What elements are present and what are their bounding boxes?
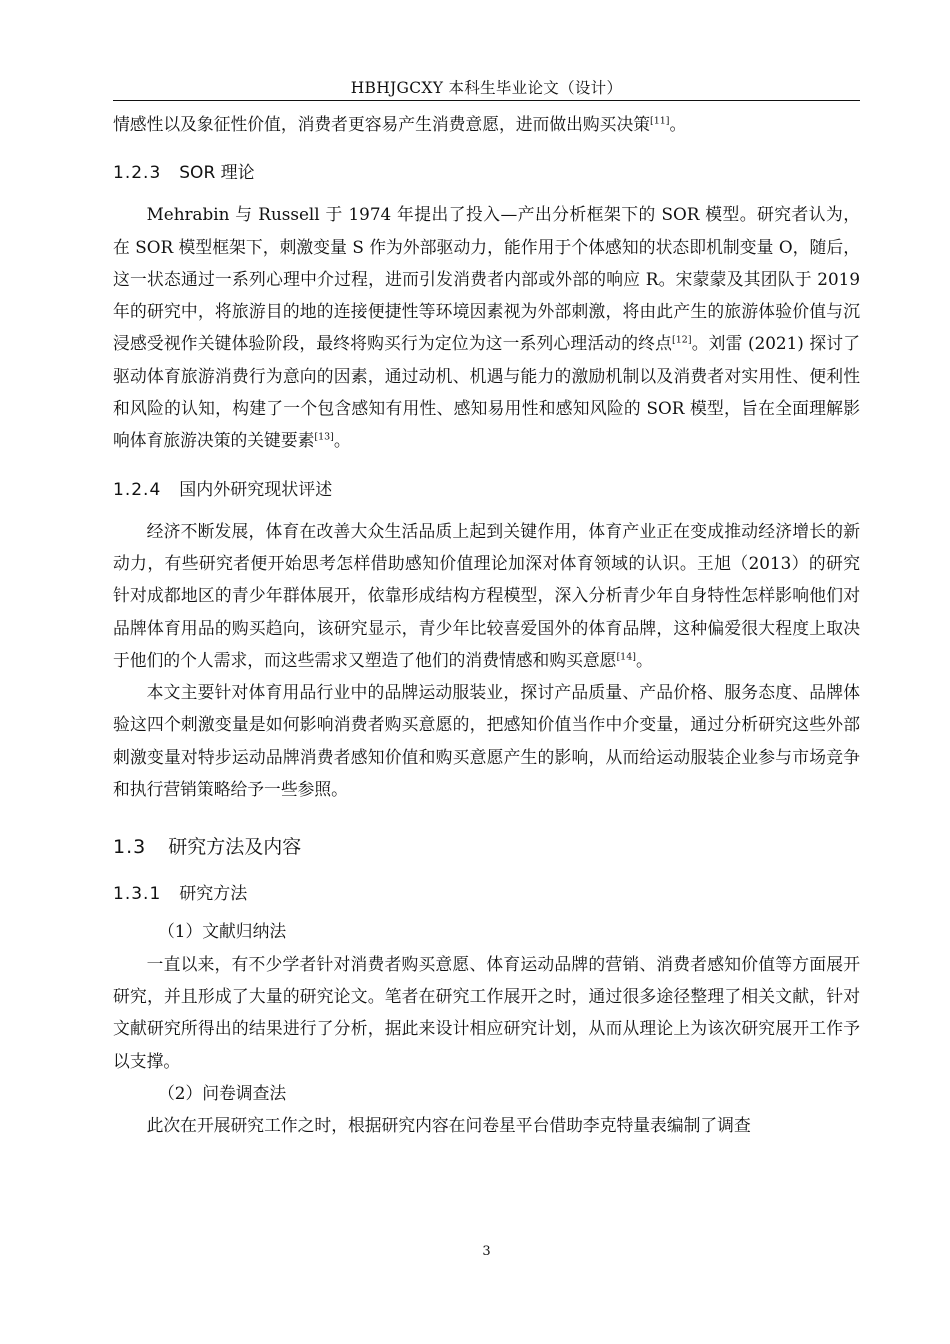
citation-marker: [11] bbox=[650, 115, 670, 127]
method-label-questionnaire: （2）问卷调查法 bbox=[158, 1082, 287, 1103]
paragraph-review bbox=[113, 515, 860, 676]
paragraph-literature: 一直以来，有不少学者针对消费者购买意愿、体育运动品牌的营销、消费者感知价值等方面展开研究，并且形成了大量的研究论文。笔者在研究工作展开之时，通过很多途径整理了相关文献，针对文献研究所得出的结果进行了分析，据此来设计相应研究计划，从而从理论上为该次研究展开工作予以支撑。 bbox=[113, 953, 860, 1071]
section-heading-1-3 bbox=[113, 831, 860, 863]
page-number: 3 bbox=[482, 1244, 491, 1259]
section-title: 研究方法及内容 bbox=[168, 836, 302, 859]
citation-marker: [14] bbox=[616, 651, 636, 663]
paragraph-text: 。 bbox=[333, 430, 351, 451]
paragraph-text: 。 bbox=[669, 114, 687, 134]
running-header: HBHJGCXY 本科生毕业论文（设计） bbox=[350, 79, 623, 97]
section-heading-1-3-1 bbox=[113, 879, 860, 909]
paragraph-questionnaire: 此次在开展研究工作之时，根据研究内容在问卷星平台借助李克特量表编制了调查 bbox=[146, 1115, 751, 1136]
page-body bbox=[113, 108, 860, 1141]
paragraph-sor bbox=[113, 198, 860, 456]
paragraph-text: 经济不断发展，体育在改善大众生活品质上起到关键作用，体育产业正在变成推动经济增长的新动力，有些研究者便开始思考怎样借助感知价值理论加深对体育领域的认识。王旭（2013）的研究针对成都地区的青少年群体展开，依靠形成结构方程模型，深入分析青少年自身特性怎样影响他们对品牌体育用品的购买趋向，该研究显示，青少年比较喜爱国外的体育品牌，这种偏爱很大程度上取决于他们的个人需求，而这些需求又塑造了他们的消费情感和购买意愿 bbox=[113, 520, 860, 670]
paragraph-text: 情感性以及象征性价值，消费者更容易产生消费意愿，进而做出购买决策 bbox=[113, 114, 651, 134]
paragraph-text: Mehrabin 与 Russell 于 1974 年提出了投入—产出分析框架下的 SOR 模型。研究者认为，在 SOR 模型框架下，刺激变量 S 作为外部驱动力，能作用于个体感知的状态即机制变量 O，随后，这一状态通过一系列心理中介过程，进而引发消费者内部或外部的响应 R。宋蒙蒙及其团队于 2019 年的研究中，将旅游目的地的连接便捷性等环境因素视为外部刺激，将由此产生的旅游体验价值与沉浸感受视作关键体验阶段，最终将购买行为定位为这一系列心理活动的终点 bbox=[113, 204, 860, 354]
header-divider bbox=[113, 100, 860, 101]
section-title: 国内外研究现状评述 bbox=[179, 479, 333, 500]
section-number: 1.3.1 bbox=[113, 884, 162, 905]
paragraph-text: 。 bbox=[635, 649, 653, 670]
method-label-literature: （1）文献归纳法 bbox=[158, 921, 287, 942]
paragraph-continued bbox=[113, 108, 860, 140]
section-heading-1-2-4 bbox=[113, 475, 860, 505]
section-title: 研究方法 bbox=[179, 884, 248, 905]
section-title: SOR 理论 bbox=[179, 163, 255, 184]
section-number: 1.2.3 bbox=[113, 163, 162, 184]
citation-marker: [12] bbox=[672, 334, 692, 346]
paragraph-scope: 本文主要针对体育用品行业中的品牌运动服装业，探讨产品质量、产品价格、服务态度、品牌体验这四个刺激变量是如何影响消费者购买意愿的，把感知价值当作中介变量，通过分析研究这些外部刺激变量对特步运动品牌消费者感知价值和购买意愿产生的影响，从而给运动服装企业参与市场竞争和执行营销策略给予一些参照。 bbox=[113, 682, 860, 800]
section-number: 1.3 bbox=[113, 836, 147, 859]
citation-marker: [13] bbox=[314, 431, 334, 443]
section-heading-1-2-3 bbox=[113, 158, 860, 188]
paragraph-text: 。刘雷 (2021) 探讨了驱动体育旅游消费行为意向的因素，通过动机、机遇与能力的激励机制以及消费者对实用性、便利性和风险的认知，构建了一个包含感知有用性、感知易用性和感知风险的 SOR 模型，旨在全面理解影响体育旅游决策的关键要素 bbox=[113, 333, 860, 451]
section-number: 1.2.4 bbox=[113, 479, 162, 500]
